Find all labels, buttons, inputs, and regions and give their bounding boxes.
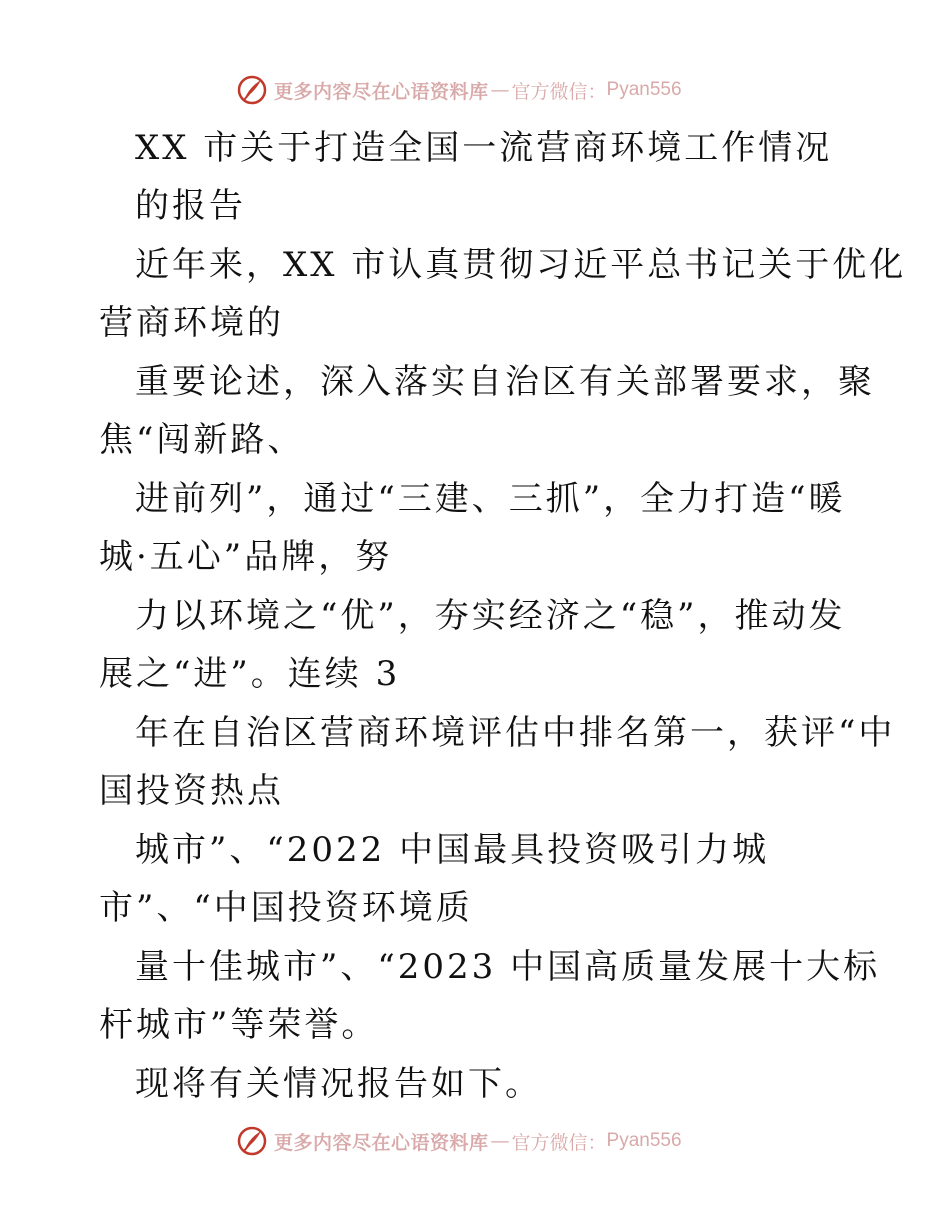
watermark-wechat-label: 官方微信：: [511, 1131, 607, 1154]
watermark-site-text: 更多内容尽在心语资料库: [274, 80, 489, 103]
paragraph-line: 重要论述，深入落实自治区有关部署要求，聚: [135, 362, 875, 402]
quill-logo-icon: [236, 1125, 268, 1157]
paragraph-line: 国投资热点: [99, 771, 284, 811]
footer-watermark-banner: [236, 1124, 682, 1158]
paragraph-line: 力以环境之“优”，夯实经济之“稳”，推动发: [135, 596, 846, 636]
document-title-line-1: XX 市关于打造全国一流营商环境工作情况: [135, 128, 833, 168]
paragraph-line: 年在自治区营商环境评估中排名第一，获评“中: [135, 713, 896, 753]
paragraph-line: 焦“闯新路、: [99, 420, 305, 460]
watermark-wechat-id: Pyan556: [606, 1130, 682, 1151]
watermark-wechat-label: 官方微信：: [511, 80, 607, 103]
watermark-dash: —: [490, 1130, 510, 1152]
header-watermark-banner: [236, 73, 682, 107]
paragraph-line: 现将有关情况报告如下。: [135, 1064, 542, 1104]
paragraph-line: 城·五心”品牌，努: [99, 537, 393, 577]
quill-logo-icon: [236, 74, 268, 106]
paragraph-line: 杆城市”等荣誉。: [99, 1005, 379, 1045]
paragraph-line: 进前列”，通过“三建、三抓”，全力打造“暖: [135, 479, 846, 519]
watermark-site-text: 更多内容尽在心语资料库: [274, 1131, 489, 1154]
paragraph-line: 城市”、“2022 中国最具投资吸引力城: [135, 830, 770, 870]
document-title-line-2: 的报告: [135, 186, 246, 226]
watermark-wechat-id: Pyan556: [606, 79, 682, 100]
paragraph-line: 市”、“中国投资环境质: [99, 888, 473, 928]
paragraph-line: 量十佳城市”、“2023 中国高质量发展十大标: [135, 947, 881, 987]
paragraph-line: 营商环境的: [99, 303, 284, 343]
paragraph-line: 展之“进”。连续 3: [99, 654, 401, 694]
paragraph-line: 近年来，XX 市认真贯彻习近平总书记关于优化: [135, 245, 907, 285]
watermark-dash: —: [490, 79, 510, 101]
